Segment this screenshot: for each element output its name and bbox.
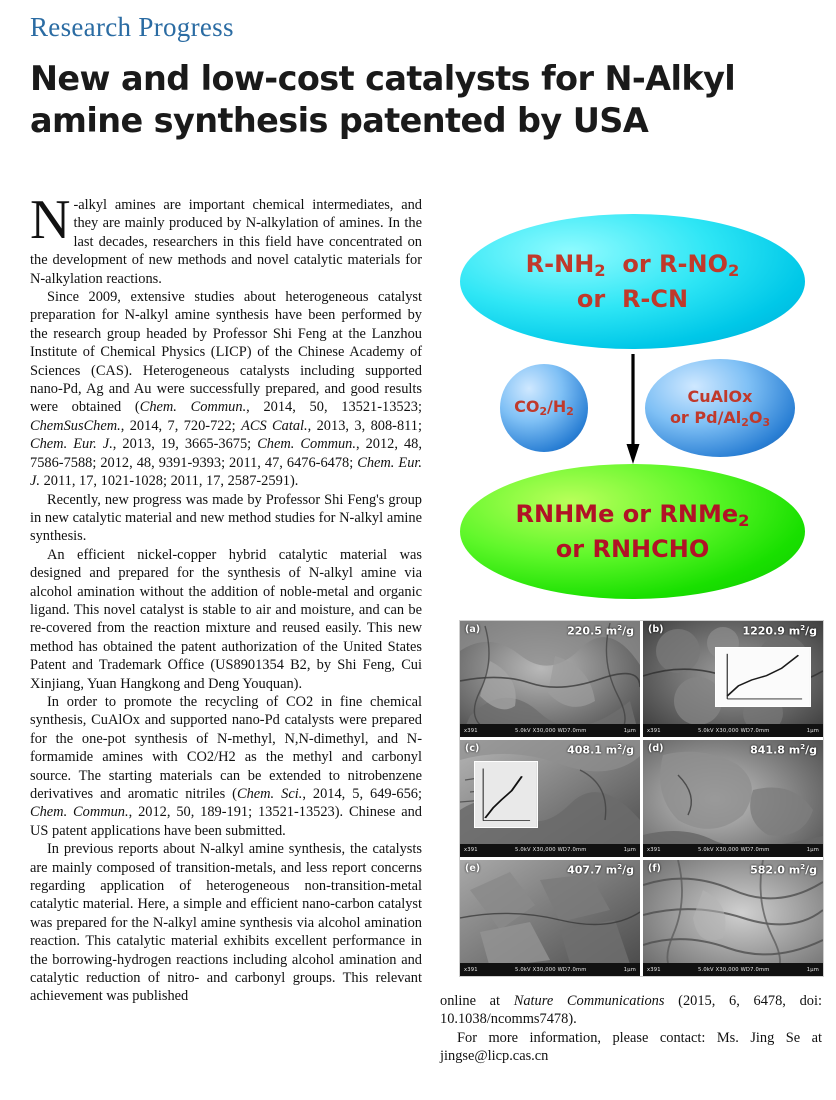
sem-scale-right-b: 1µm	[806, 727, 819, 734]
sem-scale-mid-e: 5.0kV X30,000 WD7.0mm	[515, 966, 587, 973]
sem-panel-label-b: (b)	[648, 624, 664, 635]
products-line-1: RNHMe or RNMe$_2$	[515, 499, 750, 531]
products-line-2: or RNHCHO	[555, 534, 710, 563]
paragraph-6: In previous reports about N-alkyl amine synthesis, the catalysts are mainly composed of transition-metals, and less report concerns regarding application of heterogeneous non-transition-metal catalytic material. Here, a simple and efficient nano-carbon catalyst was prepared for the N-alkyl amine synthesis via alcohol amination reaction. This catalytic material exhibits excellent performance in the borrowing-hydrogen reactions including alcohol amination and catalytic reduction of nitro- and carbonyl groups. This relevant achievement was published	[30, 841, 422, 1005]
sem-scale-right-e: 1µm	[623, 966, 636, 973]
catalyst-line-1: CuAlOx	[687, 387, 753, 406]
sem-scale-left-a: x391	[464, 727, 478, 734]
sem-panel-label-d: (d)	[648, 743, 664, 755]
sem-scale-left-d: x391	[647, 847, 661, 854]
sem-panel-c	[460, 740, 640, 856]
reagent-co2-h2-label: $CO_2/H_2$	[514, 397, 574, 419]
sem-scale-mid-c: 5.0kV X30,000 WD7.0mm	[515, 847, 587, 854]
sem-scale-left-f: x391	[647, 966, 661, 973]
sem-panel-label-a: (a)	[465, 624, 481, 635]
sem-micrograph-f	[643, 860, 823, 976]
products-ellipse	[460, 464, 805, 599]
sem-panel-e	[460, 860, 640, 976]
sem-panel-f	[643, 860, 823, 976]
sem-scale-left-e: x391	[464, 966, 478, 973]
sem-scale-bar-e	[460, 963, 640, 976]
sem-micrograph-a	[460, 621, 640, 737]
page-title: New and low-cost catalysts for N-Alkyl amine synthesis patented by USA	[30, 59, 736, 140]
sem-scale-right-c: 1µm	[623, 847, 636, 854]
paragraph-7: online at Nature Communications (2015, 6, 6478, doi: 10.1038/ncomms7478).	[440, 993, 822, 1028]
sem-image-grid	[459, 620, 824, 977]
sem-panel-b	[643, 621, 823, 737]
sem-panel-area-f: 582.0 $m^2/g$	[750, 862, 817, 877]
sem-panel-a	[460, 621, 640, 737]
sem-panel-d	[643, 740, 823, 856]
reactants-line-1: $R-NH_2$ or $R-NO_2$	[525, 249, 740, 281]
sem-panel-label-f: (f)	[648, 862, 661, 874]
reactants-ellipse	[460, 214, 805, 349]
paragraph-1-text: -alkyl amines are important chemical intermediates, and they are mainly produced by N-alkylation of amines. In the last decades, researchers in this field have concentrated on the development of new methods and novel catalytic materials for N-alkylation reactions.	[30, 197, 422, 287]
reagent-co2-h2-bubble	[500, 364, 588, 452]
paragraph-1	[30, 189, 422, 288]
sem-scale-mid-f: 5.0kV X30,000 WD7.0mm	[698, 966, 770, 973]
sem-panel-area-d: 841.8 $m^2/g$	[750, 743, 817, 757]
section-kicker: Research Progress	[30, 12, 234, 42]
sem-scale-bar-f	[643, 963, 823, 976]
sem-scale-right-f: 1µm	[806, 966, 819, 973]
paragraph-5: In order to promote the recycling of CO2 in fine chemical synthesis, CuAlOx and supported nano-Pd catalysts were prepared for the one-pot synthesis of N-methyl, N,N-dimethyl, and N-formamide amines with CO2/H2 as the methyl and carbonyl source. The starting materials can be extended to nitrobenzene derivatives and aromatic nitriles (Chem. Sci., 2014, 5, 649-656; Chem. Commun., 2012, 50, 189-191; 13521-13523). Chinese and US patent applications have been submitted.	[30, 693, 423, 839]
sem-scale-left-c: x391	[464, 847, 478, 854]
paragraph-2: Since 2009, extensive studies about heterogeneous catalyst preparation for N-alkyl amine synthesis have been performed by the research group headed by Professor Shi Feng at the Lanzhou Institute of Chemical Physics (LICP) of the Chinese Academy of Sciences (CAS). Heterogeneous catalysts including supported nano-Pd, Ag and Au were successfully prepared, and good results were obtained (Chem. Commun., 2014, 50, 13521-13523; ChemSusChem., 2014, 7, 720-722; ACS Catal., 2013, 3, 808-811; Chem. Eur. J., 2013, 19, 3665-3675; Chem. Commun., 2012, 48, 7586-7588; 2012, 48, 9391-9393; 2011, 47, 6476-6478; Chem. Eur. J. 2011, 17, 1021-1028; 2011, 17, 2587-2591).	[30, 289, 423, 490]
sem-micrograph-d	[643, 740, 823, 856]
sem-scale-right-d: 1µm	[806, 847, 819, 854]
drop-cap: N	[30, 189, 71, 251]
paragraph-8: For more information, please contact: Ms. Jing Se at jingse@licp.cas.cn	[440, 1029, 822, 1065]
sem-panel-area-a: 220.5 $m^2/g$	[567, 624, 634, 638]
sem-micrograph-e	[460, 860, 640, 976]
paragraph-4: An efficient nickel-copper hybrid catalytic material was designed and prepared for the synthesis of N-alkyl amine via alcohol amination without the addition of noble-metal and organic ligand. This novel catalyst is stable to air and moisture, and can be re-covered from the reaction mixture and reused easily. This new method has obtained the patent authorization of the United States Patent and Trademark Office (US8901354 B2, by Shi Feng, Cui Xinjiang, Yuan Hangkong and Deng Youquan).	[30, 546, 422, 692]
sem-inset-plot-c	[474, 761, 537, 828]
sem-scale-mid-d: 5.0kV X30,000 WD7.0mm	[698, 847, 770, 854]
sem-panel-area-b: 1220.9 $m^2/g$	[742, 624, 817, 638]
reaction-arrow-icon	[625, 354, 641, 464]
right-column	[440, 992, 822, 1066]
left-column	[30, 189, 423, 1006]
sem-panel-label-c: (c)	[465, 743, 480, 755]
sem-panel-area-e: 407.7 $m^2/g$	[567, 862, 634, 877]
sem-scale-left-b: x391	[647, 727, 661, 734]
sem-scale-mid-a: 5.0kV X30,000 WD7.0mm	[515, 727, 587, 734]
sem-panel-area-c: 408.1 $m^2/g$	[567, 743, 634, 757]
sem-panel-label-e: (e)	[465, 862, 481, 874]
reaction-scheme-figure	[440, 214, 825, 599]
sem-scale-bar-a	[460, 724, 640, 737]
sem-scale-bar-d	[643, 844, 823, 857]
sem-scale-bar-b	[643, 724, 823, 737]
sem-scale-mid-b: 5.0kV X30,000 WD7.0mm	[698, 727, 770, 734]
reactants-line-2: or R-CN	[576, 284, 689, 313]
paragraph-3: Recently, new progress was made by Professor Shi Feng's group in new catalytic material and new method studies for N-alkyl amine synthesis.	[30, 491, 422, 545]
sem-scale-right-a: 1µm	[623, 727, 636, 734]
sem-scale-bar-c	[460, 844, 640, 857]
catalyst-line-2: or $Pd/Al_2O_3$	[669, 408, 771, 430]
reagent-catalyst-bubble	[645, 359, 795, 457]
sem-inset-plot-b	[715, 647, 811, 707]
